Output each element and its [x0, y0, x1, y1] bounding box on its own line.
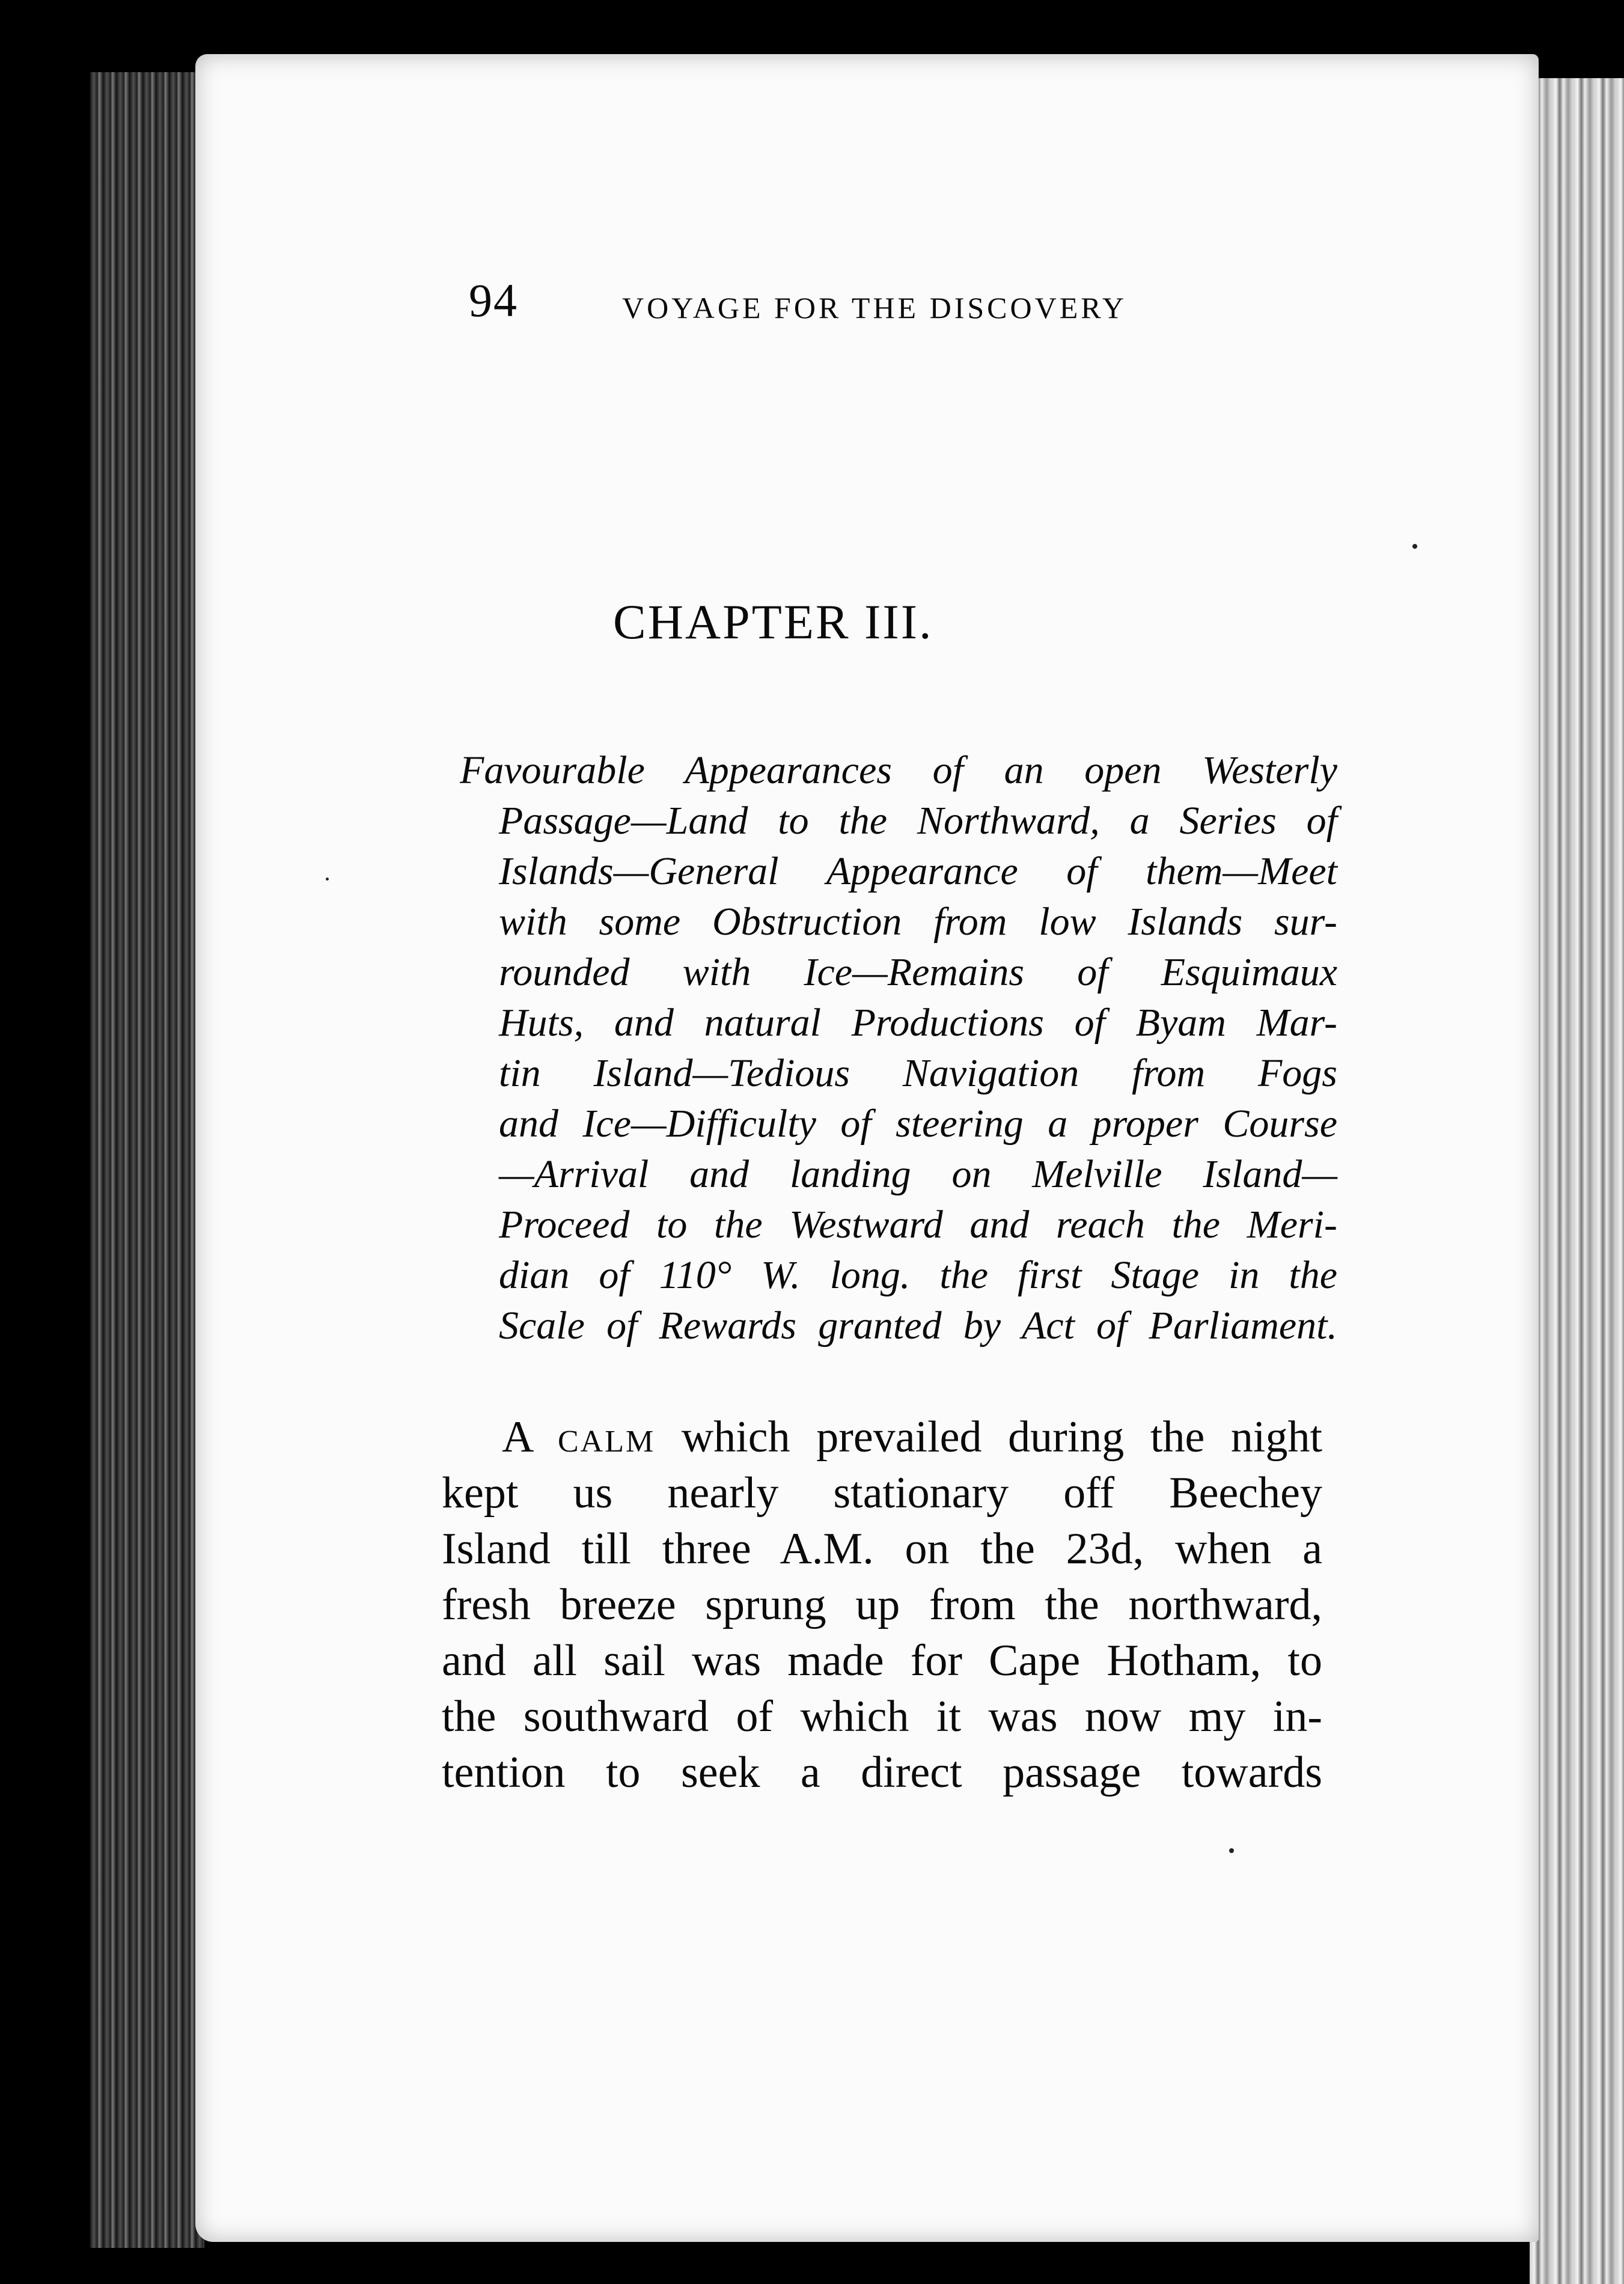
summary-line: —Arrival and landing on Melville Island—: [499, 1152, 1337, 1196]
body-small-caps-word: calm: [557, 1412, 656, 1462]
body-line: the southward of which it was now my in-: [442, 1692, 1322, 1741]
summary-line: Favourable Appearances of an open Westerly: [460, 748, 1337, 792]
body-line: kept us nearly stationary off Beechey: [442, 1468, 1322, 1518]
body-initial: A: [502, 1412, 532, 1462]
body-line: Island till three A.M. on the 23d, when a: [442, 1524, 1322, 1574]
running-title: VOYAGE FOR THE DISCOVERY: [622, 291, 1127, 325]
body-paragraph: [442, 1409, 1322, 1801]
body-line: tention to seek a direct passage towards: [442, 1748, 1322, 1797]
chapter-summary: [460, 745, 1337, 1351]
book-spine-edge: [90, 72, 204, 2248]
page-number: 94: [469, 274, 518, 326]
summary-line: with some Obstruction from low Islands sur-: [499, 900, 1337, 944]
summary-line: Huts, and natural Productions of Byam Mar-: [499, 1001, 1337, 1045]
summary-line: tin Island—Tedious Navigation from Fogs: [499, 1051, 1337, 1095]
summary-line: Passage—Land to the Northward, a Series of: [499, 799, 1337, 843]
body-first-line-rest: which prevailed during the night: [681, 1412, 1323, 1462]
scan-speck: [1229, 1848, 1234, 1853]
summary-line: dian of 110° W. long. the first Stage in the: [499, 1253, 1337, 1297]
summary-line: Proceed to the Westward and reach the Meri-: [499, 1203, 1337, 1247]
summary-line: and Ice—Difficulty of steering a proper Course: [499, 1102, 1337, 1146]
chapter-heading: CHAPTER III.: [613, 594, 933, 649]
body-line: fresh breeze sprung up from the northward,: [442, 1580, 1322, 1629]
scan-speck: [1412, 544, 1417, 549]
body-line: and all sail was made for Cape Hotham, to: [442, 1636, 1322, 1685]
summary-line: rounded with Ice—Remains of Esquimaux: [499, 950, 1337, 994]
summary-line: Islands—General Appearance of them—Meet: [499, 849, 1337, 893]
summary-line: Scale of Rewards granted by Act of Parliament.: [499, 1304, 1337, 1348]
page-edges-right: [1530, 78, 1624, 2284]
body-line-first: [502, 1409, 1322, 1465]
scan-speck: [326, 878, 329, 881]
running-head: [469, 273, 1430, 346]
